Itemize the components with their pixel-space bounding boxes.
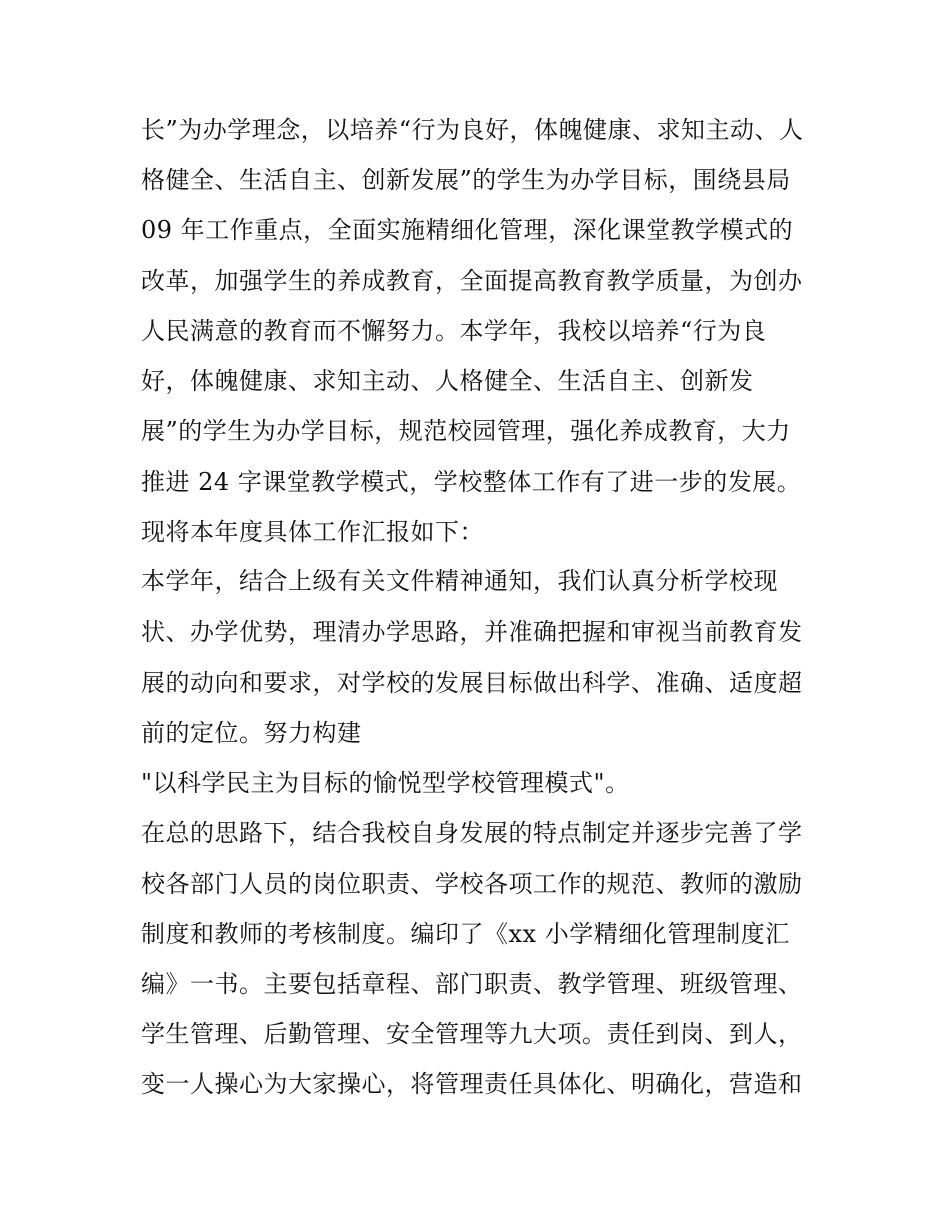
text-line: 编》一书。主要包括章程、部门职责、教学管理、班级管理、: [141, 970, 803, 998]
text-line: 改革，加强学生的养成教育，全面提高教育教学质量，为创办: [141, 267, 803, 295]
text-line: 校各部门人员的岗位职责、学校各项工作的规范、教师的激励: [141, 870, 803, 898]
text-line: 在总的思路下，结合我校自身发展的特点制定并逐步完善了学: [141, 819, 803, 847]
text-line: 状、办学优势，理清办学思路，并准确把握和审视当前教育发: [141, 618, 803, 646]
text-line: 本学年，结合上级有关文件精神通知，我们认真分析学校现: [141, 567, 778, 595]
text-line: 好，体魄健康、求知主动、人格健全、生活自主、创新发: [141, 367, 754, 395]
text-line: 人民满意的教育而不懈努力。本学年，我校以培养“行为良: [141, 317, 767, 345]
text-line: 格健全、生活自主、创新发展”的学生为办学目标，围绕县局: [141, 166, 791, 194]
text-line: 前的定位。努力构建: [141, 719, 362, 747]
text-line: 展”的学生为办学目标，规范校园管理，强化养成教育，大力: [141, 417, 791, 445]
text-line: 推进 24 字课堂教学模式，学校整体工作有了进一步的发展。: [141, 468, 802, 496]
text-line: 现将本年度具体工作汇报如下：: [141, 518, 484, 546]
text-line: 长”为办学理念，以培养“行为良好，体魄健康、求知主动、人: [141, 116, 804, 144]
text-line: 制度和教师的考核制度。编印了《xx 小学精细化管理制度汇: [141, 920, 790, 948]
text-line: 变一人操心为大家操心，将管理责任具体化、明确化，营造和: [141, 1070, 803, 1098]
text-line: 展的动向和要求，对学校的发展目标做出科学、准确、适度超: [141, 669, 803, 697]
text-line: "以科学民主为目标的愉悦型学校管理模式"。: [141, 769, 630, 797]
text-line: 学生管理、后勤管理、安全管理等九大项。责任到岗、到人，: [141, 1020, 803, 1048]
text-line: 09 年工作重点，全面实施精细化管理，深化课堂教学模式的: [141, 216, 794, 244]
